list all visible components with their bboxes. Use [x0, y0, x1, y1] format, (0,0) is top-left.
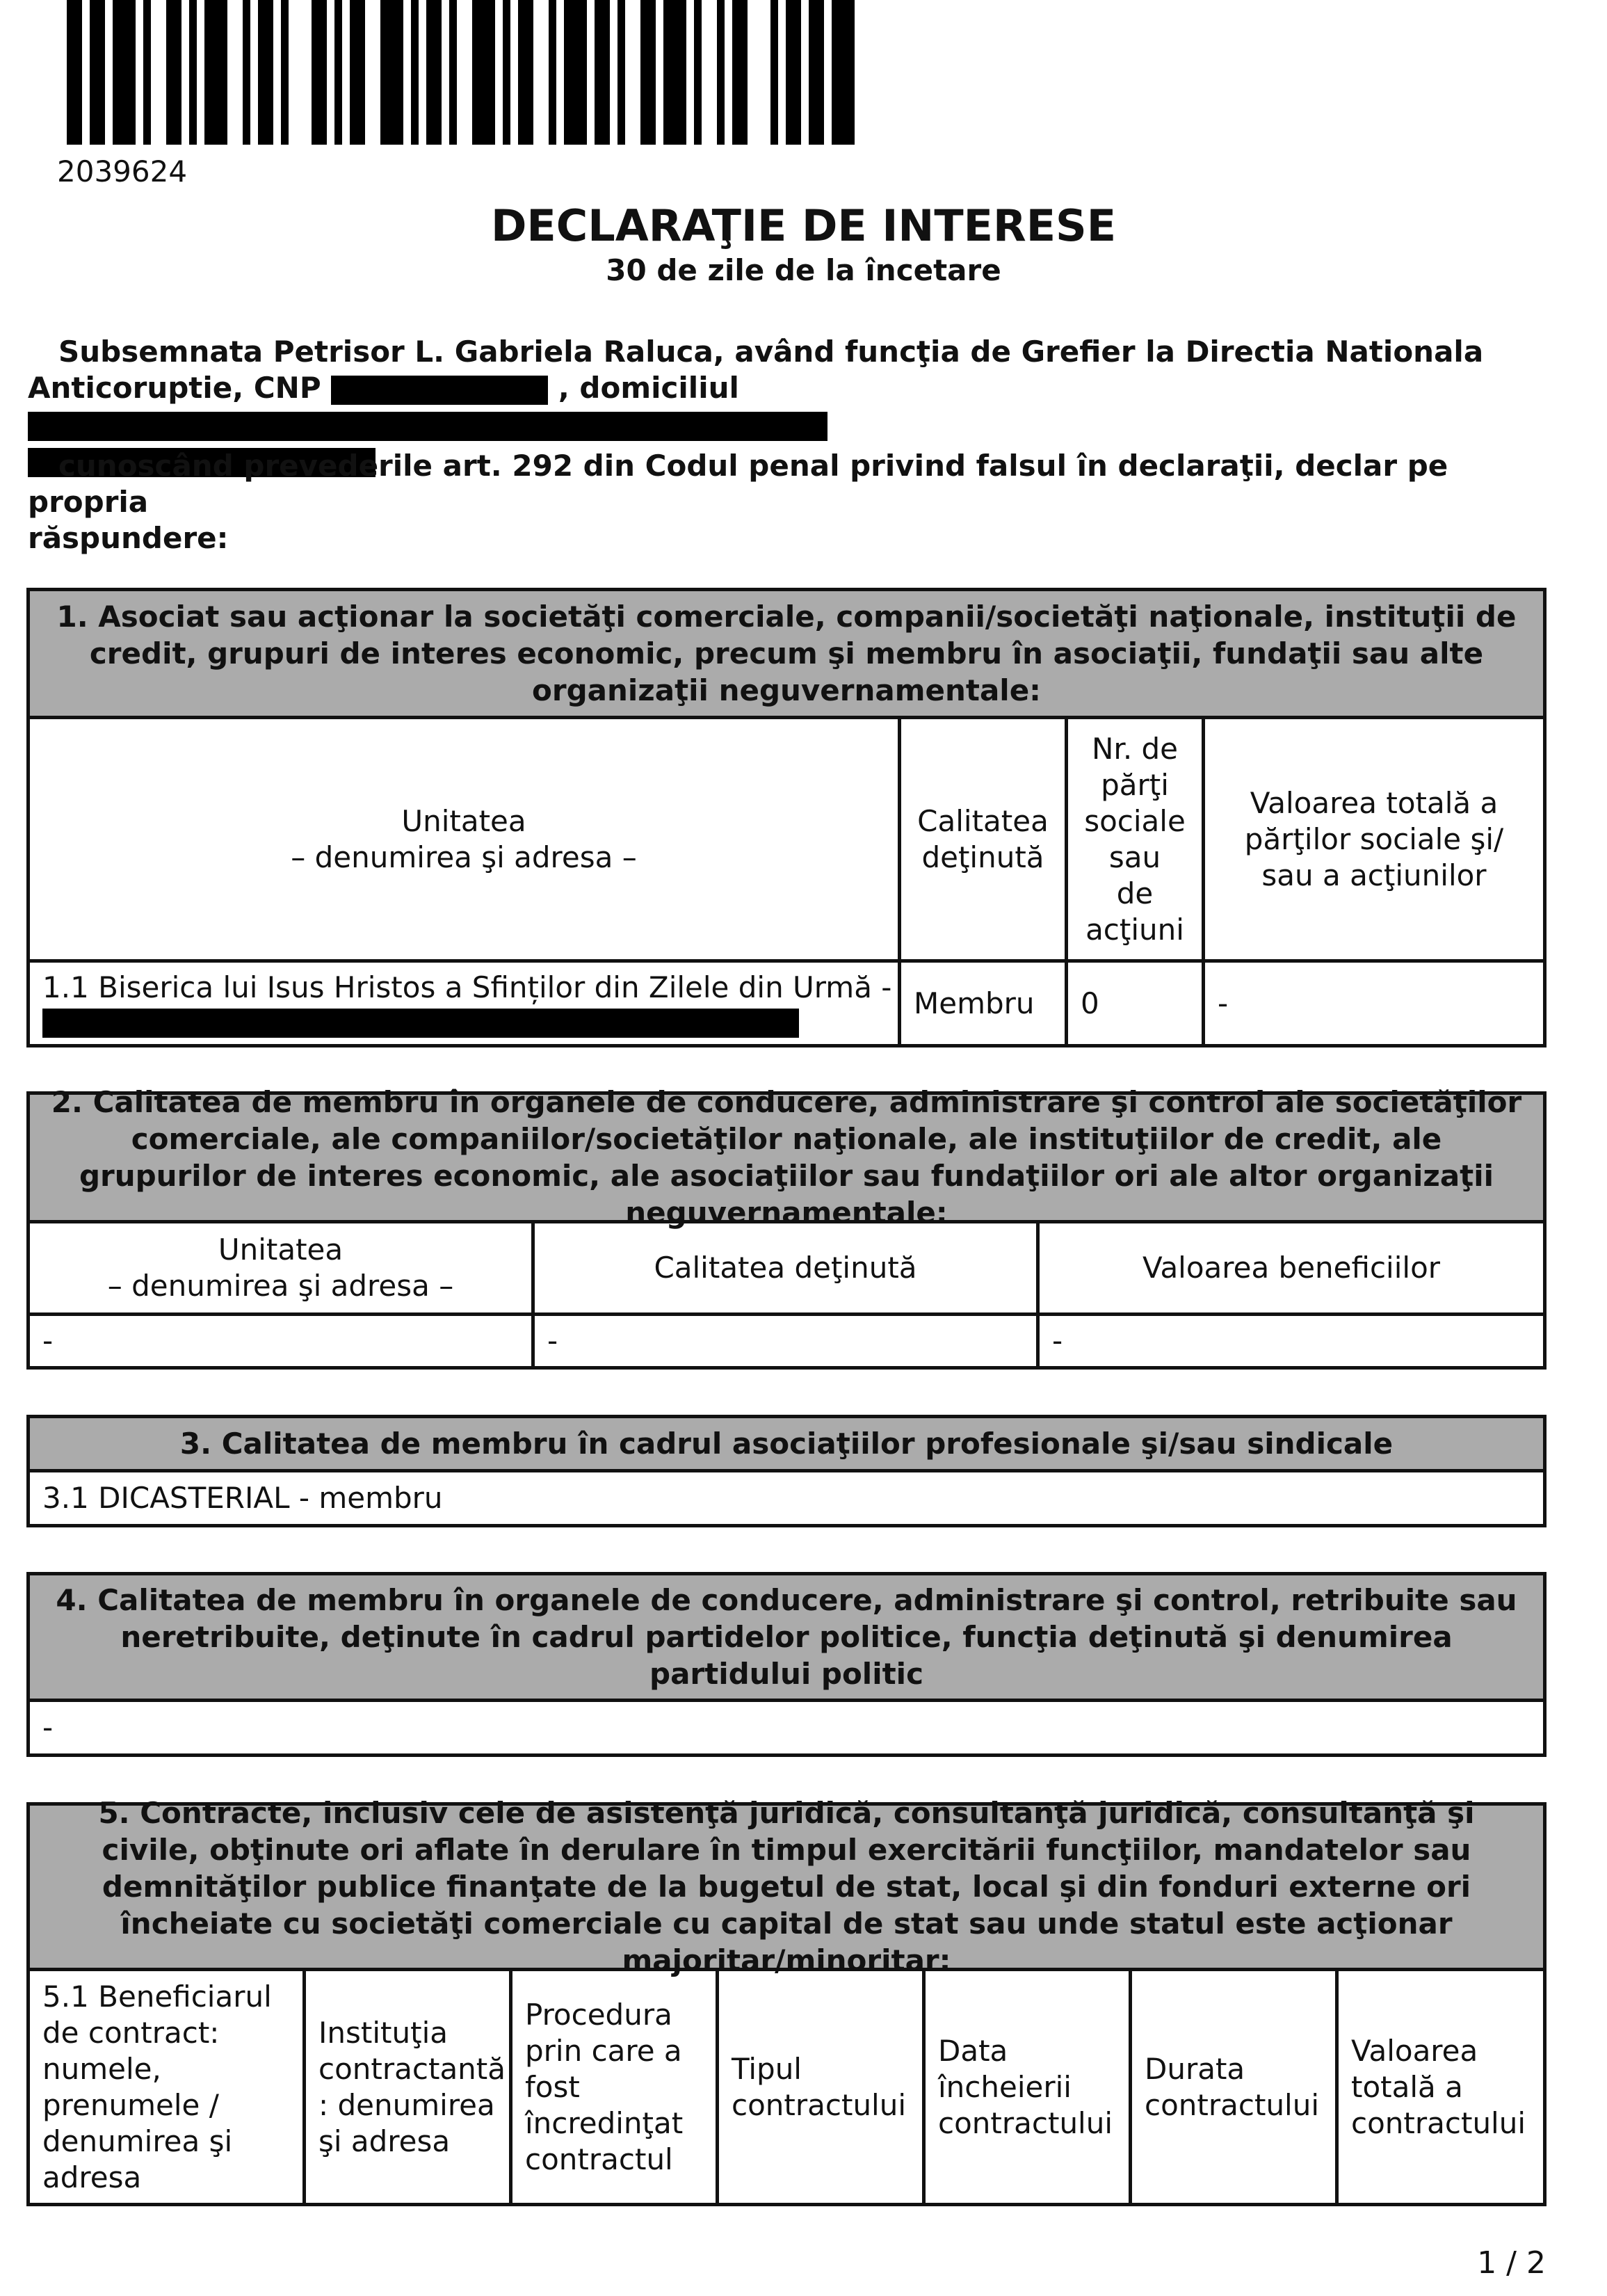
barcode-bar [503, 0, 510, 145]
barcode-gap [495, 0, 503, 145]
section-5-heading: 5. Contracte, inclusiv cele de asistenţă juridică, consultanţă juridică, consultanţă şi civile, obţinute ori aflate în derulare în timpul exercitării funcţiilor, mandatelor sau demnităţilor publice finanţate de la bugetul de stat, local şi din fonduri externe ori încheiate cu societăţi comerciale cu capital de stat sau unde statul este acţionar majoritar/minoritar: [30, 1806, 1543, 1971]
barcode-gap [748, 0, 770, 145]
intro-declaration [28, 448, 1530, 556]
cell-calitatea: Membru [901, 963, 1068, 1044]
section-4-heading: 4. Calitatea de membru în organele de conducere, administrare şi control, retribuite sau neretribuite, deţinute în cadrul partidelor politice, funcţia deţinută şi denumirea partidului politic [30, 1575, 1543, 1702]
barcode-bar [518, 0, 533, 145]
barcode-bar [113, 0, 136, 145]
barcode-bar [312, 0, 327, 145]
cell-s2-calitatea: - [535, 1316, 1040, 1366]
redacted-unit-address [42, 1009, 799, 1038]
barcode-bar [426, 0, 442, 145]
section-4-table [26, 1572, 1547, 1757]
barcode-bar [809, 0, 824, 145]
barcode-gap [725, 0, 732, 145]
barcode-gap [824, 0, 832, 145]
barcode [67, 0, 859, 145]
barcode-gap [197, 0, 204, 145]
barcode-gap [587, 0, 595, 145]
barcode-gap [105, 0, 113, 145]
barcode-bar [166, 0, 181, 145]
barcode-bar [243, 0, 250, 145]
barcode-gap [327, 0, 334, 145]
barcode-gap [136, 0, 143, 145]
header-valoarea-beneficiilor: Valoarea beneficiilor [1142, 1251, 1441, 1285]
barcode-gap [419, 0, 426, 145]
barcode-bar [663, 0, 686, 145]
redacted-cnp [331, 376, 548, 405]
barcode-bar [595, 0, 610, 145]
barcode-gap [702, 0, 717, 145]
section-5-header-row [30, 1971, 1543, 2203]
barcode-bar [549, 0, 556, 145]
header-beneficiar: 5.1 Beneficiarul de contract: numele, prenumele / denumirea şi adresa [30, 1971, 306, 2203]
cell-nr-parti: 0 [1068, 963, 1205, 1044]
page-number: 1 / 2 [1477, 2245, 1546, 2281]
header-procedura: Procedura prin care a fost încredinţat contractul [512, 1971, 719, 2203]
barcode-gap [365, 0, 380, 145]
barcode-gap [442, 0, 449, 145]
header-durata: Durata contractului [1132, 1971, 1339, 2203]
section-5-table [26, 1796, 1547, 2206]
barcode-bar [67, 0, 82, 145]
barcode-bar [732, 0, 748, 145]
barcode-bar [617, 0, 625, 145]
header-calitatea: Calitatea deţinută [901, 719, 1068, 959]
cell-valoarea: - [1218, 986, 1229, 1020]
barcode-gap [610, 0, 617, 145]
cell-s2-valoarea: - [1052, 1324, 1063, 1358]
barcode-bar [770, 0, 778, 145]
barcode-bar [786, 0, 801, 145]
barcode-gap [181, 0, 189, 145]
section-2-header-row [30, 1223, 1543, 1312]
cell-unit [30, 963, 901, 1044]
barcode-gap [457, 0, 472, 145]
barcode-bar [204, 0, 227, 145]
section-4-data-row [30, 1702, 1543, 1753]
barcode-gap [686, 0, 694, 145]
header-valoarea-contract: Valoarea totală a contractului [1351, 2033, 1526, 2140]
barcode-gap [289, 0, 312, 145]
page-subtitle: 30 de zile de la încetare [606, 253, 1001, 287]
intro-line-1: Subsemnata Petrisor L. Gabriela Raluca, având funcţia de Grefier la Directia Nationala [58, 335, 1484, 369]
barcode-bar [717, 0, 725, 145]
barcode-gap [801, 0, 809, 145]
barcode-bar [411, 0, 419, 145]
barcode-bar [449, 0, 457, 145]
intro-declaration-line-1: cunoscând prevederile art. 292 din Codul penal privind falsul în declaraţii, declar pe propria [28, 449, 1448, 519]
barcode-gap [778, 0, 786, 145]
intro-cnp-label: Anticoruptie, CNP [28, 371, 321, 405]
redacted-address [28, 412, 827, 441]
section-3-table [26, 1415, 1547, 1527]
header-data: Data încheierii contractului [926, 1971, 1132, 2203]
barcode-bar [564, 0, 587, 145]
header-unitatea-2: Unitatea – denumirea şi adresa – [30, 1223, 535, 1312]
header-calitatea-2: Calitatea deţinută [535, 1223, 1040, 1312]
barcode-gap [151, 0, 166, 145]
barcode-gap [82, 0, 90, 145]
unit-name: 1.1 Biserica lui Isus Hristos a Sfinților din Zilele din Urmă - [42, 970, 892, 1004]
barcode-bar [143, 0, 151, 145]
barcode-bar [640, 0, 656, 145]
barcode-bar [832, 0, 855, 145]
barcode-bar [281, 0, 289, 145]
barcode-bar [334, 0, 342, 145]
barcode-gap [656, 0, 663, 145]
header-tipul: Tipul contractului [719, 1971, 926, 2203]
cell-s2-unit: - [30, 1316, 535, 1366]
barcode-bar [90, 0, 105, 145]
section-1-header-row [30, 719, 1543, 959]
barcode-gap [403, 0, 411, 145]
section-2-data-row [30, 1312, 1543, 1366]
section-2-heading: 2. Calitatea de membru în organele de conducere, administrare şi control ale societăţilor comerciale, ale companiilor/societăţilor naţionale, ale instituţiilor de credit, ale grupurilor de interes economic, ale asociaţiilor sau fundaţiilor ori ale altor organizaţii neguvernamentale: [30, 1095, 1543, 1223]
intro-declaration-line-2: răspundere: [28, 521, 229, 555]
barcode-bar [694, 0, 702, 145]
barcode-gap [556, 0, 564, 145]
header-institutia: Instituţia contractantă : denumirea şi adresa [306, 1971, 512, 2203]
barcode-gap [273, 0, 281, 145]
barcode-gap [227, 0, 243, 145]
document-id: 2039624 [57, 154, 188, 188]
header-unitatea: Unitatea – denumirea şi adresa – [30, 719, 901, 959]
header-nr-parti: Nr. de părţi sociale sau de acţiuni [1068, 719, 1205, 959]
barcode-gap [342, 0, 350, 145]
section-3-heading: 3. Calitatea de membru în cadrul asociaţiilor profesionale şi/sau sindicale [30, 1418, 1543, 1472]
barcode-bar [380, 0, 403, 145]
section-1-data-row [30, 959, 1543, 1044]
cell-s3-entry: 3.1 DICASTERIAL - membru [42, 1481, 443, 1515]
barcode-gap [250, 0, 258, 145]
page-title: DECLARAŢIE DE INTERESE [490, 200, 1117, 251]
barcode-bar [258, 0, 273, 145]
section-1-heading: 1. Asociat sau acţionar la societăţi comerciale, companii/societăţi naţionale, instituţii de credit, grupuri de interes economic, precum şi membru în asociaţii, fundaţii sau alte organizaţii neguvernamentale: [30, 591, 1543, 719]
cell-s4-entry: - [42, 1710, 54, 1744]
section-2-table [26, 1085, 1547, 1370]
section-1-table [26, 588, 1547, 1047]
barcode-gap [533, 0, 549, 145]
barcode-bar [189, 0, 197, 145]
intro-domicile-label: , domiciliul [558, 371, 739, 405]
barcode-gap [625, 0, 640, 145]
intro-line-2 [28, 370, 1530, 442]
section-3-data-row [30, 1472, 1543, 1524]
barcode-gap [510, 0, 518, 145]
header-valoarea: Valoarea totală a părţilor sociale şi/ sau a acţiunilor [1244, 785, 1504, 892]
barcode-bar [472, 0, 495, 145]
barcode-bar [350, 0, 365, 145]
